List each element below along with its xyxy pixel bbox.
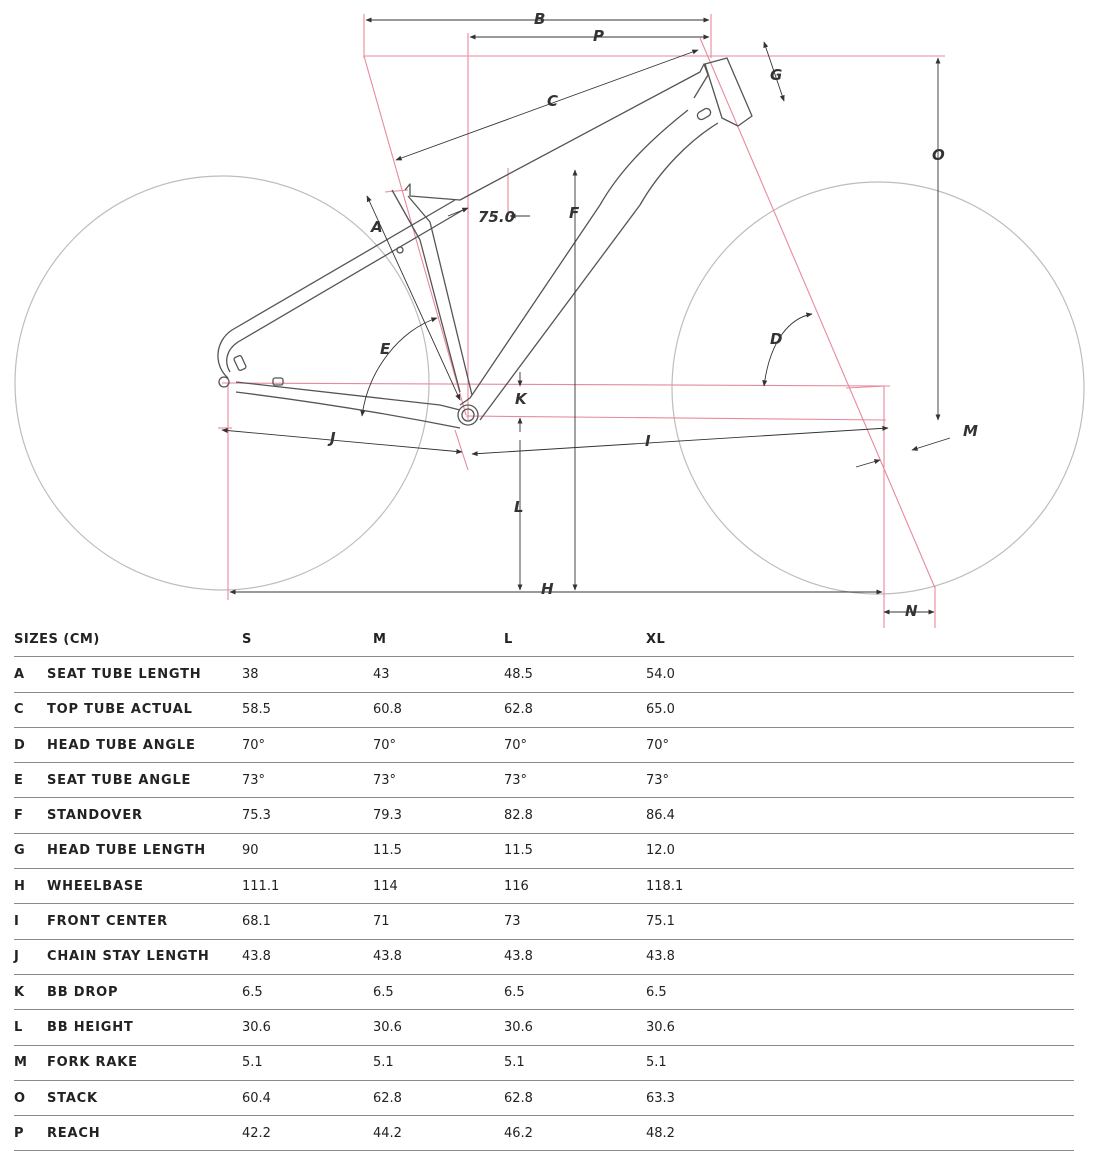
value-l: 62.8 bbox=[504, 1080, 646, 1115]
row-name: STANDOVER bbox=[47, 798, 242, 833]
label-I: I bbox=[645, 432, 651, 450]
header-row bbox=[14, 622, 1074, 657]
label-D: D bbox=[770, 330, 783, 348]
table-row bbox=[14, 1045, 1074, 1080]
value-m: 62.8 bbox=[373, 1080, 504, 1115]
row-name: CHAIN STAY LENGTH bbox=[47, 939, 242, 974]
row-code: F bbox=[14, 798, 47, 833]
label-H: H bbox=[541, 580, 554, 598]
label-F: F bbox=[569, 204, 580, 222]
row-name: HEAD TUBE LENGTH bbox=[47, 833, 242, 868]
row-code: I bbox=[14, 904, 47, 939]
row-name: REACH bbox=[47, 1116, 242, 1151]
size-s-header: S bbox=[242, 622, 373, 657]
value-l: 70° bbox=[504, 727, 646, 762]
value-s: 6.5 bbox=[242, 974, 373, 1009]
row-code: G bbox=[14, 833, 47, 868]
value-l: 82.8 bbox=[504, 798, 646, 833]
row-name: SEAT TUBE ANGLE bbox=[47, 763, 242, 798]
value-m: 114 bbox=[373, 869, 504, 904]
table-row bbox=[14, 727, 1074, 762]
front-wheel bbox=[672, 182, 1084, 594]
value-m: 43 bbox=[373, 657, 504, 692]
value-l: 30.6 bbox=[504, 1010, 646, 1045]
value-xl: 6.5 bbox=[646, 974, 1074, 1009]
row-name: FORK RAKE bbox=[47, 1045, 242, 1080]
row-code: K bbox=[14, 974, 47, 1009]
row-code: L bbox=[14, 1010, 47, 1045]
table-row bbox=[14, 1010, 1074, 1045]
head-tube bbox=[705, 58, 752, 126]
dim-M2 bbox=[856, 460, 880, 467]
row-code: J bbox=[14, 939, 47, 974]
table-row bbox=[14, 869, 1074, 904]
label-A: A bbox=[371, 218, 383, 236]
value-s: 70° bbox=[242, 727, 373, 762]
label-E: E bbox=[380, 340, 391, 358]
value-s: 30.6 bbox=[242, 1010, 373, 1045]
dimension-arrows bbox=[222, 20, 950, 612]
value-s: 73° bbox=[242, 763, 373, 798]
value-l: 48.5 bbox=[504, 657, 646, 692]
row-name: WHEELBASE bbox=[47, 869, 242, 904]
value-m: 43.8 bbox=[373, 939, 504, 974]
row-code: O bbox=[14, 1080, 47, 1115]
dim-I bbox=[472, 428, 888, 454]
reference-lines bbox=[218, 14, 945, 628]
value-l: 43.8 bbox=[504, 939, 646, 974]
value-m: 70° bbox=[373, 727, 504, 762]
rear-dropout bbox=[219, 377, 229, 387]
size-m-header: M bbox=[373, 622, 504, 657]
value-m: 30.6 bbox=[373, 1010, 504, 1045]
table-row bbox=[14, 974, 1074, 1009]
value-m: 73° bbox=[373, 763, 504, 798]
chain-stay bbox=[236, 382, 460, 428]
sizes-header: SIZES (CM) bbox=[14, 622, 242, 657]
dim-D bbox=[764, 314, 812, 386]
value-l: 116 bbox=[504, 869, 646, 904]
value-m: 71 bbox=[373, 904, 504, 939]
value-xl: 65.0 bbox=[646, 692, 1074, 727]
value-xl: 48.2 bbox=[646, 1116, 1074, 1151]
value-s: 38 bbox=[242, 657, 373, 692]
row-code: M bbox=[14, 1045, 47, 1080]
value-s: 43.8 bbox=[242, 939, 373, 974]
angle-arrow-75b bbox=[448, 208, 468, 216]
value-xl: 12.0 bbox=[646, 833, 1074, 868]
row-code: C bbox=[14, 692, 47, 727]
value-m: 11.5 bbox=[373, 833, 504, 868]
dim-M bbox=[912, 438, 950, 450]
label-O: O bbox=[932, 146, 945, 164]
size-l-header: L bbox=[504, 622, 646, 657]
label-B: B bbox=[534, 10, 546, 28]
label-J: J bbox=[330, 429, 336, 447]
table-row bbox=[14, 939, 1074, 974]
label-L: L bbox=[514, 498, 524, 516]
row-code: D bbox=[14, 727, 47, 762]
value-xl: 70° bbox=[646, 727, 1074, 762]
value-xl: 118.1 bbox=[646, 869, 1074, 904]
row-name: HEAD TUBE ANGLE bbox=[47, 727, 242, 762]
row-name: TOP TUBE ACTUAL bbox=[47, 692, 242, 727]
label-G: G bbox=[770, 66, 783, 84]
row-name: SEAT TUBE LENGTH bbox=[47, 657, 242, 692]
table-header bbox=[14, 622, 1074, 657]
row-code: E bbox=[14, 763, 47, 798]
value-m: 6.5 bbox=[373, 974, 504, 1009]
value-l: 73 bbox=[504, 904, 646, 939]
table-row bbox=[14, 904, 1074, 939]
value-l: 62.8 bbox=[504, 692, 646, 727]
value-xl: 86.4 bbox=[646, 798, 1074, 833]
table-row bbox=[14, 798, 1074, 833]
value-s: 5.1 bbox=[242, 1045, 373, 1080]
value-m: 60.8 bbox=[373, 692, 504, 727]
value-s: 60.4 bbox=[242, 1080, 373, 1115]
value-xl: 54.0 bbox=[646, 657, 1074, 692]
table-row bbox=[14, 1116, 1074, 1151]
table-row bbox=[14, 657, 1074, 692]
value-s: 42.2 bbox=[242, 1116, 373, 1151]
value-xl: 43.8 bbox=[646, 939, 1074, 974]
value-l: 11.5 bbox=[504, 833, 646, 868]
table-body bbox=[14, 657, 1074, 1151]
dimension-labels bbox=[327, 10, 978, 620]
value-l: 73° bbox=[504, 763, 646, 798]
value-s: 68.1 bbox=[242, 904, 373, 939]
value-s: 111.1 bbox=[242, 869, 373, 904]
value-xl: 30.6 bbox=[646, 1010, 1074, 1045]
label-K: K bbox=[515, 390, 527, 408]
table-row bbox=[14, 692, 1074, 727]
value-s: 58.5 bbox=[242, 692, 373, 727]
dim-J bbox=[222, 430, 462, 452]
label-M: M bbox=[963, 422, 978, 440]
label-C: C bbox=[547, 92, 559, 110]
row-name: FRONT CENTER bbox=[47, 904, 242, 939]
row-code: P bbox=[14, 1116, 47, 1151]
table-row bbox=[14, 1080, 1074, 1115]
dim-E bbox=[362, 318, 437, 416]
value-m: 5.1 bbox=[373, 1045, 504, 1080]
row-code: A bbox=[14, 657, 47, 692]
down-tube bbox=[460, 110, 718, 420]
row-code: H bbox=[14, 869, 47, 904]
value-s: 75.3 bbox=[242, 798, 373, 833]
value-xl: 5.1 bbox=[646, 1045, 1074, 1080]
value-l: 5.1 bbox=[504, 1045, 646, 1080]
angle-value: 75.0 bbox=[478, 208, 516, 226]
table-row bbox=[14, 763, 1074, 798]
label-P: P bbox=[593, 27, 604, 45]
value-l: 6.5 bbox=[504, 974, 646, 1009]
row-name: BB DROP bbox=[47, 974, 242, 1009]
value-l: 46.2 bbox=[504, 1116, 646, 1151]
value-xl: 63.3 bbox=[646, 1080, 1074, 1115]
seat-tube bbox=[392, 190, 472, 395]
value-xl: 73° bbox=[646, 763, 1074, 798]
row-name: BB HEIGHT bbox=[47, 1010, 242, 1045]
row-name: STACK bbox=[47, 1080, 242, 1115]
value-s: 90 bbox=[242, 833, 373, 868]
value-m: 79.3 bbox=[373, 798, 504, 833]
value-m: 44.2 bbox=[373, 1116, 504, 1151]
size-xl-header: XL bbox=[646, 622, 1074, 657]
label-N: N bbox=[905, 602, 918, 620]
bike-frame bbox=[218, 58, 752, 428]
value-xl: 75.1 bbox=[646, 904, 1074, 939]
table-row bbox=[14, 833, 1074, 868]
geometry-table bbox=[14, 622, 1074, 1151]
